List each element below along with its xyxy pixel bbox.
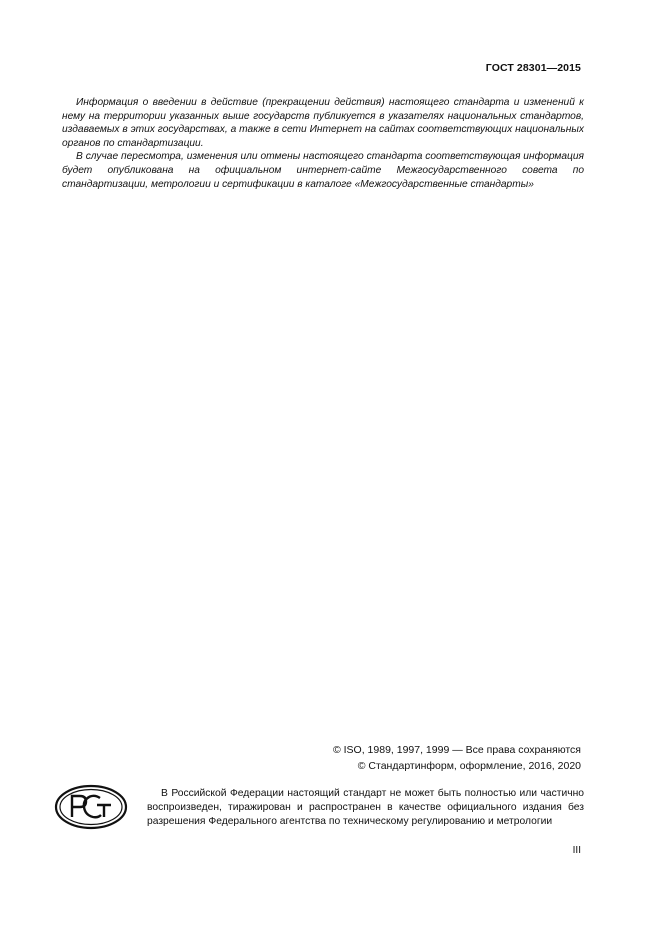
info-paragraph-revision: В случае пересмотра, изменения или отмены настоящего стандарта соответствующая информация будет опубликована на официальном интернет-сайте Межгосударственного совета по стандартизации, метрологии и сертификации в каталоге «Межгосударственные стандарты» <box>62 151 584 190</box>
rst-logo-icon <box>54 784 128 830</box>
info-block <box>62 96 584 191</box>
copyright-block <box>333 743 581 774</box>
copyright-iso: © ISO, 1989, 1997, 1999 — Все права сохраняются <box>332 744 581 756</box>
copyright-standartinform: © Стандартинформ, оформление, 2016, 2020 <box>357 759 581 772</box>
info-paragraph-implementation: Информация о введении в действие (прекращении действия) настоящего стандарта и изменений к нему на территории указанных выше государств публикуется в указателях национальных стандартов, издаваемых в этих государствах, а также в сети Интернет на сайтах соответствующих национальных органов по стандартизации. <box>62 97 584 149</box>
page-number: III <box>572 845 581 856</box>
rst-logo <box>54 784 128 830</box>
reproduction-notice: В Российской Федерации настоящий стандарт не может быть полностью или частично воспроизведен, тиражирован и распространен в качестве официального издания без разрешения Федерального агентства по техническому регулированию и метрологии <box>147 788 584 827</box>
standard-code: ГОСТ 28301—2015 <box>485 62 581 74</box>
